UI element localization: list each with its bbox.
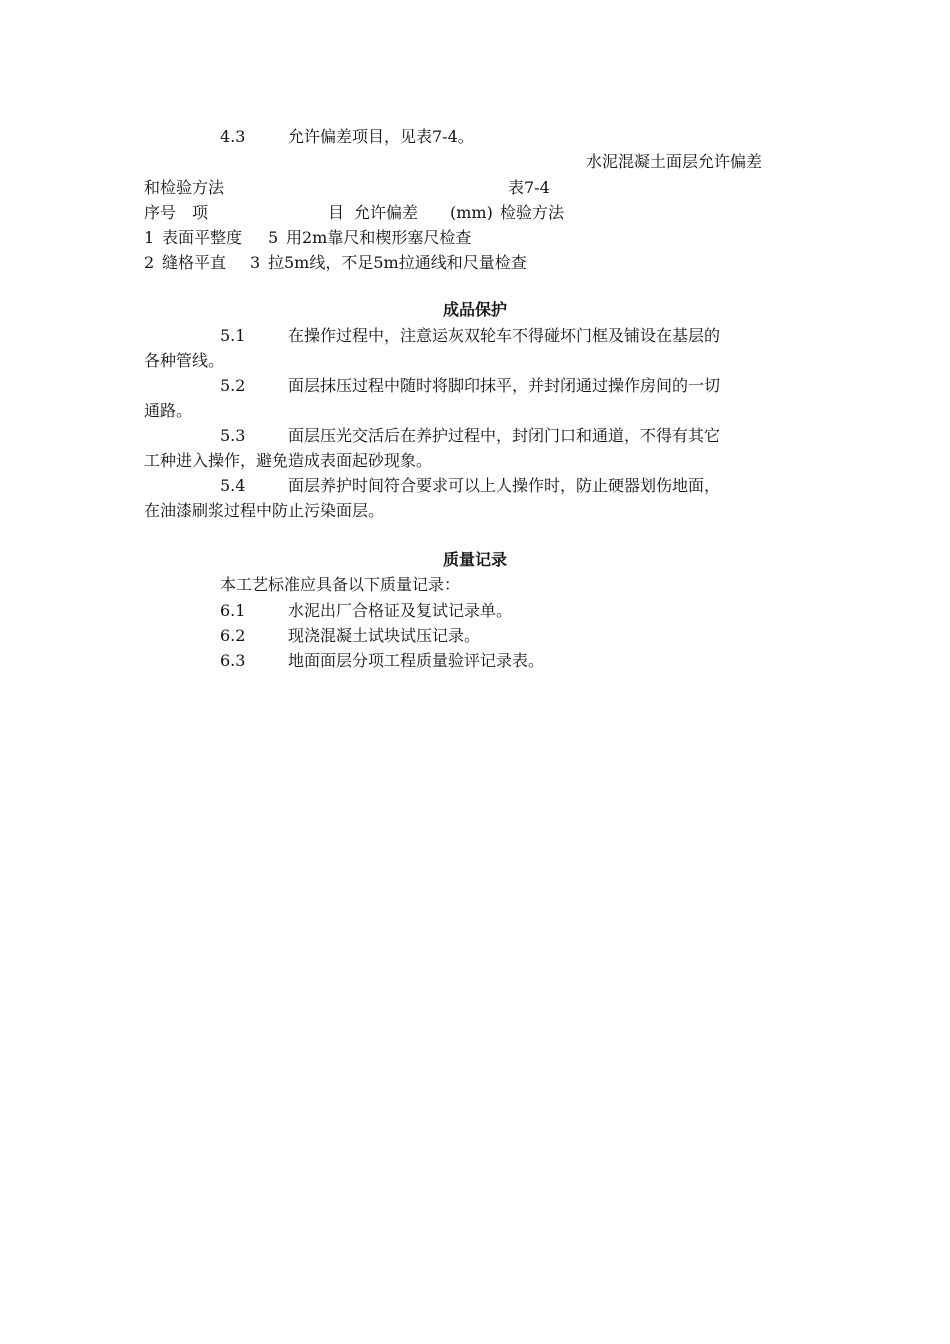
item-text-line1: 面层抹压过程中随时将脚印抹平，并封闭通过操作房间的一切 [288,376,721,395]
item-text: 允许偏差项目，见表7-4。 [288,127,474,146]
table-title-line1: 水泥混凝土面层允许偏差 [586,152,763,171]
row-method: 拉5m线，不足5m拉通线和尺量检查 [268,253,527,272]
item-text-line1: 在操作过程中，注意运灰双轮车不得碰坏门框及铺设在基层的 [288,326,721,345]
item-text-line1: 面层养护时间符合要求可以上人操作时，防止硬器划伤地面， [288,476,721,495]
item-text: 现浇混凝土试块试压记录。 [288,626,481,645]
header-item-2: 目 [328,203,345,222]
row-item: 缝格平直 [162,253,227,272]
item-number: 5.1 [220,326,246,345]
row-tolerance: 5 [268,228,279,247]
header-item-1: 项 [192,203,209,222]
table-number: 表7-4 [508,178,550,197]
item-number: 5.2 [220,376,246,395]
item-number: 6.1 [220,601,246,620]
section-title-product-protection: 成品保护 [442,300,507,319]
header-method: 检验方法 [500,203,565,222]
item-text-line2: 各种管线。 [144,351,225,370]
item-number: 6.2 [220,626,246,645]
row-index: 2 [144,253,155,272]
row-item: 表面平整度 [162,228,243,247]
item-text-line1: 面层压光交活后在养护过程中，封闭门口和通道，不得有其它 [288,426,721,445]
item-number: 5.4 [220,476,246,495]
item-number: 6.3 [220,651,246,670]
table-title-line2: 和检验方法 [144,178,225,197]
row-index: 1 [144,228,155,247]
item-text-line2: 通路。 [144,401,193,420]
header-unit: (mm) [450,203,493,222]
row-tolerance: 3 [250,253,261,272]
item-number: 5.3 [220,426,246,445]
header-index: 序号 [144,203,177,222]
section-title-quality-records: 质量记录 [442,550,507,569]
section-intro: 本工艺标准应具备以下质量记录： [220,575,461,594]
item-text-line2: 在油漆刷浆过程中防止污染面层。 [144,501,385,520]
row-method: 用2m靠尺和楔形塞尺检查 [286,228,472,247]
header-tolerance: 允许偏差 [354,203,419,222]
item-text: 水泥出厂合格证及复试记录单。 [288,601,513,620]
item-number: 4.3 [220,127,246,146]
item-text-line2: 工种进入操作，避免造成表面起砂现象。 [144,451,433,470]
item-text: 地面面层分项工程质量验评记录表。 [288,651,545,670]
